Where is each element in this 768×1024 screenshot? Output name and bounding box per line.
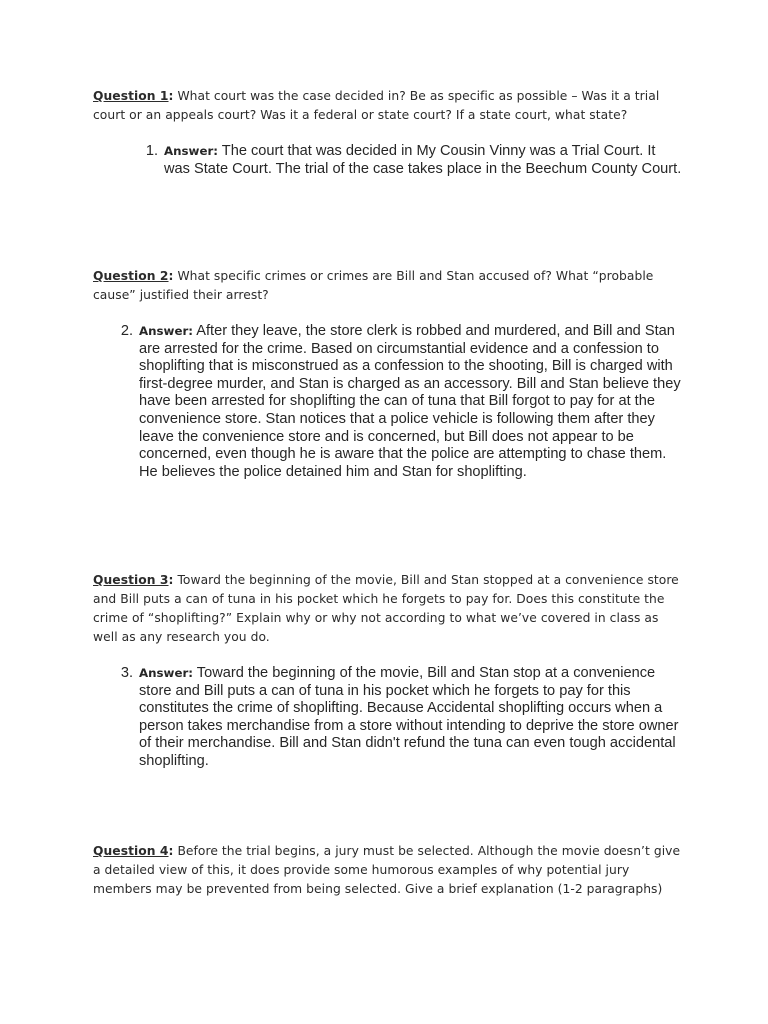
question-1-colon: : [168,89,174,103]
answer-3-label: Answer: [139,666,193,680]
question-4-label: Question 4 [93,844,169,858]
question-3-label: Question 3 [93,573,169,587]
answer-1-text: The court that was decided in My Cousin Vinny was a Trial Court. It was State Court. The trial of the case takes place in the Beechum County Court. [164,143,682,177]
question-2-colon: : [168,269,174,283]
question-4-text: Before the trial begins, a jury must be selected. Although the movie doesn’t give a detailed view of this, it does provide some humorous examples of why potential jury members may be prevented from being selected. Give a brief explanation (1-2 paragraphs) [93,844,681,896]
answer-1 [145,143,684,178]
question-4-colon: : [168,844,174,858]
answer-1-number: 1. [145,143,158,159]
answer-3 [120,665,684,771]
answer-2-label: Answer: [139,324,193,338]
question-1-text: What court was the case decided in? Be as specific as possible – Was it a trial court or an appeals court? Was it a federal or state court? If a state court, what state? [93,89,660,122]
question-2-text: What specific crimes or crimes are Bill and Stan accused of? What “probable cause” justified their arrest? [93,269,654,302]
answer-2-number: 2. [120,323,133,339]
question-1-label: Question 1 [93,89,169,103]
answer-2 [120,323,684,481]
answer-3-text: Toward the beginning of the movie, Bill and Stan stop at a convenience store and Bill puts a can of tuna in his pocket which he forgets to pay for this constitutes the crime of shoplifting. Because Accidental shoplifting occurs when a person takes merchandise from a store without intending to deprive the store owner of their merchandise. Bill and Stan didn't refund the tuna can even tough accidental shoplifting. [139,665,679,769]
question-3-text: Toward the beginning of the movie, Bill and Stan stopped at a convenience store and Bill puts a can of tuna in his pocket which he forgets to pay for. Does this constitute the crime of “shoplifting?” Explain why or why not according to what we’ve covered in class as well as any research you do. [93,573,679,644]
question-3-colon: : [168,573,174,587]
question-3 [93,571,683,647]
question-2 [93,267,683,305]
answer-1-label: Answer: [164,144,218,158]
question-4 [93,842,683,899]
answer-2-text: After they leave, the store clerk is robbed and murdered, and Bill and Stan are arrested for the crime. Based on circumstantial evidence and a confession to shoplifting that is misconstrued as a confession to the shooting, Bill is charged with first-degree murder, and Stan is charged as an accessory. Bill and Stan believe they have been arrested for shoplifting the can of tuna that Bill forgot to pay for at the convenience store. Stan notices that a police vehicle is following them after they leave the convenience store and is concerned, but Bill does not appear to be concerned, even though he is aware that the police are attempting to chase them. He believes the police detained him and Stan for shoplifting. [139,323,681,480]
answer-3-number: 3. [120,665,133,681]
question-2-label: Question 2 [93,269,169,283]
question-1 [93,87,683,125]
